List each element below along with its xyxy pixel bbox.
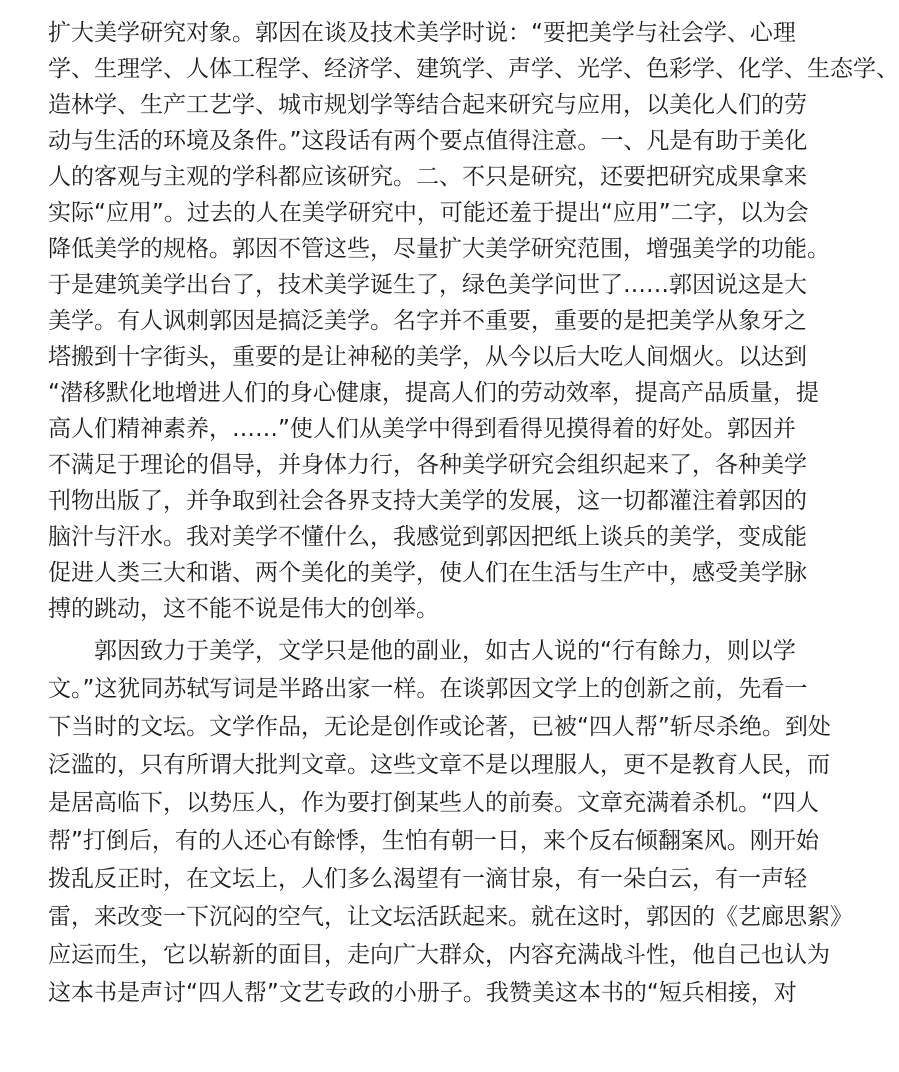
text-line: 实际“应用”。过去的人在美学研究中，可能还羞于提出“应用”二字，以为会 <box>48 200 809 226</box>
text-line: 这本书是声讨“四人帮”文艺专政的小册子。我赞美这本书的“短兵相接，对 <box>48 980 797 1006</box>
text-line: 应运而生，它以崭新的面目，走向广大群众，内容充满战斗性，他自己也认为 <box>48 942 830 968</box>
text-line: 扩大美学研究对象。郭因在谈及技术美学时说：“要把美学与社会学、心理 <box>48 20 796 46</box>
text-line: 脑汁与汗水。我对美学不懂什么，我感觉到郭因把纸上谈兵的美学，变成能 <box>48 524 807 550</box>
text-line: 雷，来改变一下沉闷的空气，让文坛活跃起来。就在这时，郭因的《艺廊思絮》 <box>48 904 853 930</box>
text-line: 人的客观与主观的学科都应该研究。二、不只是研究，还要把研究成果拿来 <box>48 164 807 190</box>
text-line: 泛滥的，只有所谓大批判文章。这些文章不是以理服人，更不是教育人民，而 <box>48 752 830 778</box>
text-line: 不满足于理论的倡导，并身体力行，各种美学研究会组织起来了，各种美学 <box>48 452 807 478</box>
text-line: 降低美学的规格。郭因不管这些，尽量扩大美学研究范围，增强美学的功能。 <box>48 236 830 262</box>
text-line: 于是建筑美学出台了，技术美学诞生了，绿色美学问世了……郭因说这是大 <box>48 272 807 298</box>
text-line: 是居高临下，以势压人，作为要打倒某些人的前奏。文章充满着杀机。“四人 <box>48 790 819 816</box>
text-line: 促进人类三大和谐、两个美化的美学，使人们在生活与生产中，感受美学脉 <box>48 560 807 586</box>
text-line: 文。”这犹同苏轼写词是半路出家一样。在谈郭因文学上的创新之前，先看一 <box>48 676 808 702</box>
text-line: 刊物出版了，并争取到社会各界支持大美学的发展，这一切都灌注着郭因的 <box>48 488 807 514</box>
text-line: 造林学、生产工艺学、城市规划学等结合起来研究与应用，以美化人们的劳 <box>48 92 807 118</box>
text-line: 拨乱反正时，在文坛上，人们多么渴望有一滴甘泉，有一朵白云，有一声轻 <box>48 866 807 892</box>
text-line: “潜移默化地增进人们的身心健康，提高人们的劳动效率，提高产品质量，提 <box>48 380 819 406</box>
text-line: 学、生理学、人体工程学、经济学、建筑学、声学、光学、色彩学、化学、生态学、 <box>48 56 899 82</box>
text-line: 搏的跳动，这不能不说是伟大的创举。 <box>48 596 439 622</box>
text-line: 美学。有人讽刺郭因是搞泛美学。名字并不重要，重要的是把美学从象牙之 <box>48 308 807 334</box>
text-line: 下当时的文坛。文学作品，无论是创作或论著，已被“四人帮”斩尽杀绝。到处 <box>48 714 831 740</box>
text-line: 帮”打倒后，有的人还心有餘悸，生怕有朝一日，来个反右倾翻案风。刚开始 <box>48 828 819 854</box>
text-line: 郭因致力于美学，文学只是他的副业，如古人说的“行有餘力，则以学 <box>94 638 796 664</box>
text-line: 动与生活的环境及条件。”这段话有两个要点值得注意。一、凡是有助于美化 <box>48 128 808 154</box>
text-line: 塔搬到十字街头，重要的是让神秘的美学，从今以后大吃人间烟火。以达到 <box>48 344 807 370</box>
text-line: 高人们精神素养，……”使人们从美学中得到看得见摸得着的好处。郭因并 <box>48 416 796 442</box>
